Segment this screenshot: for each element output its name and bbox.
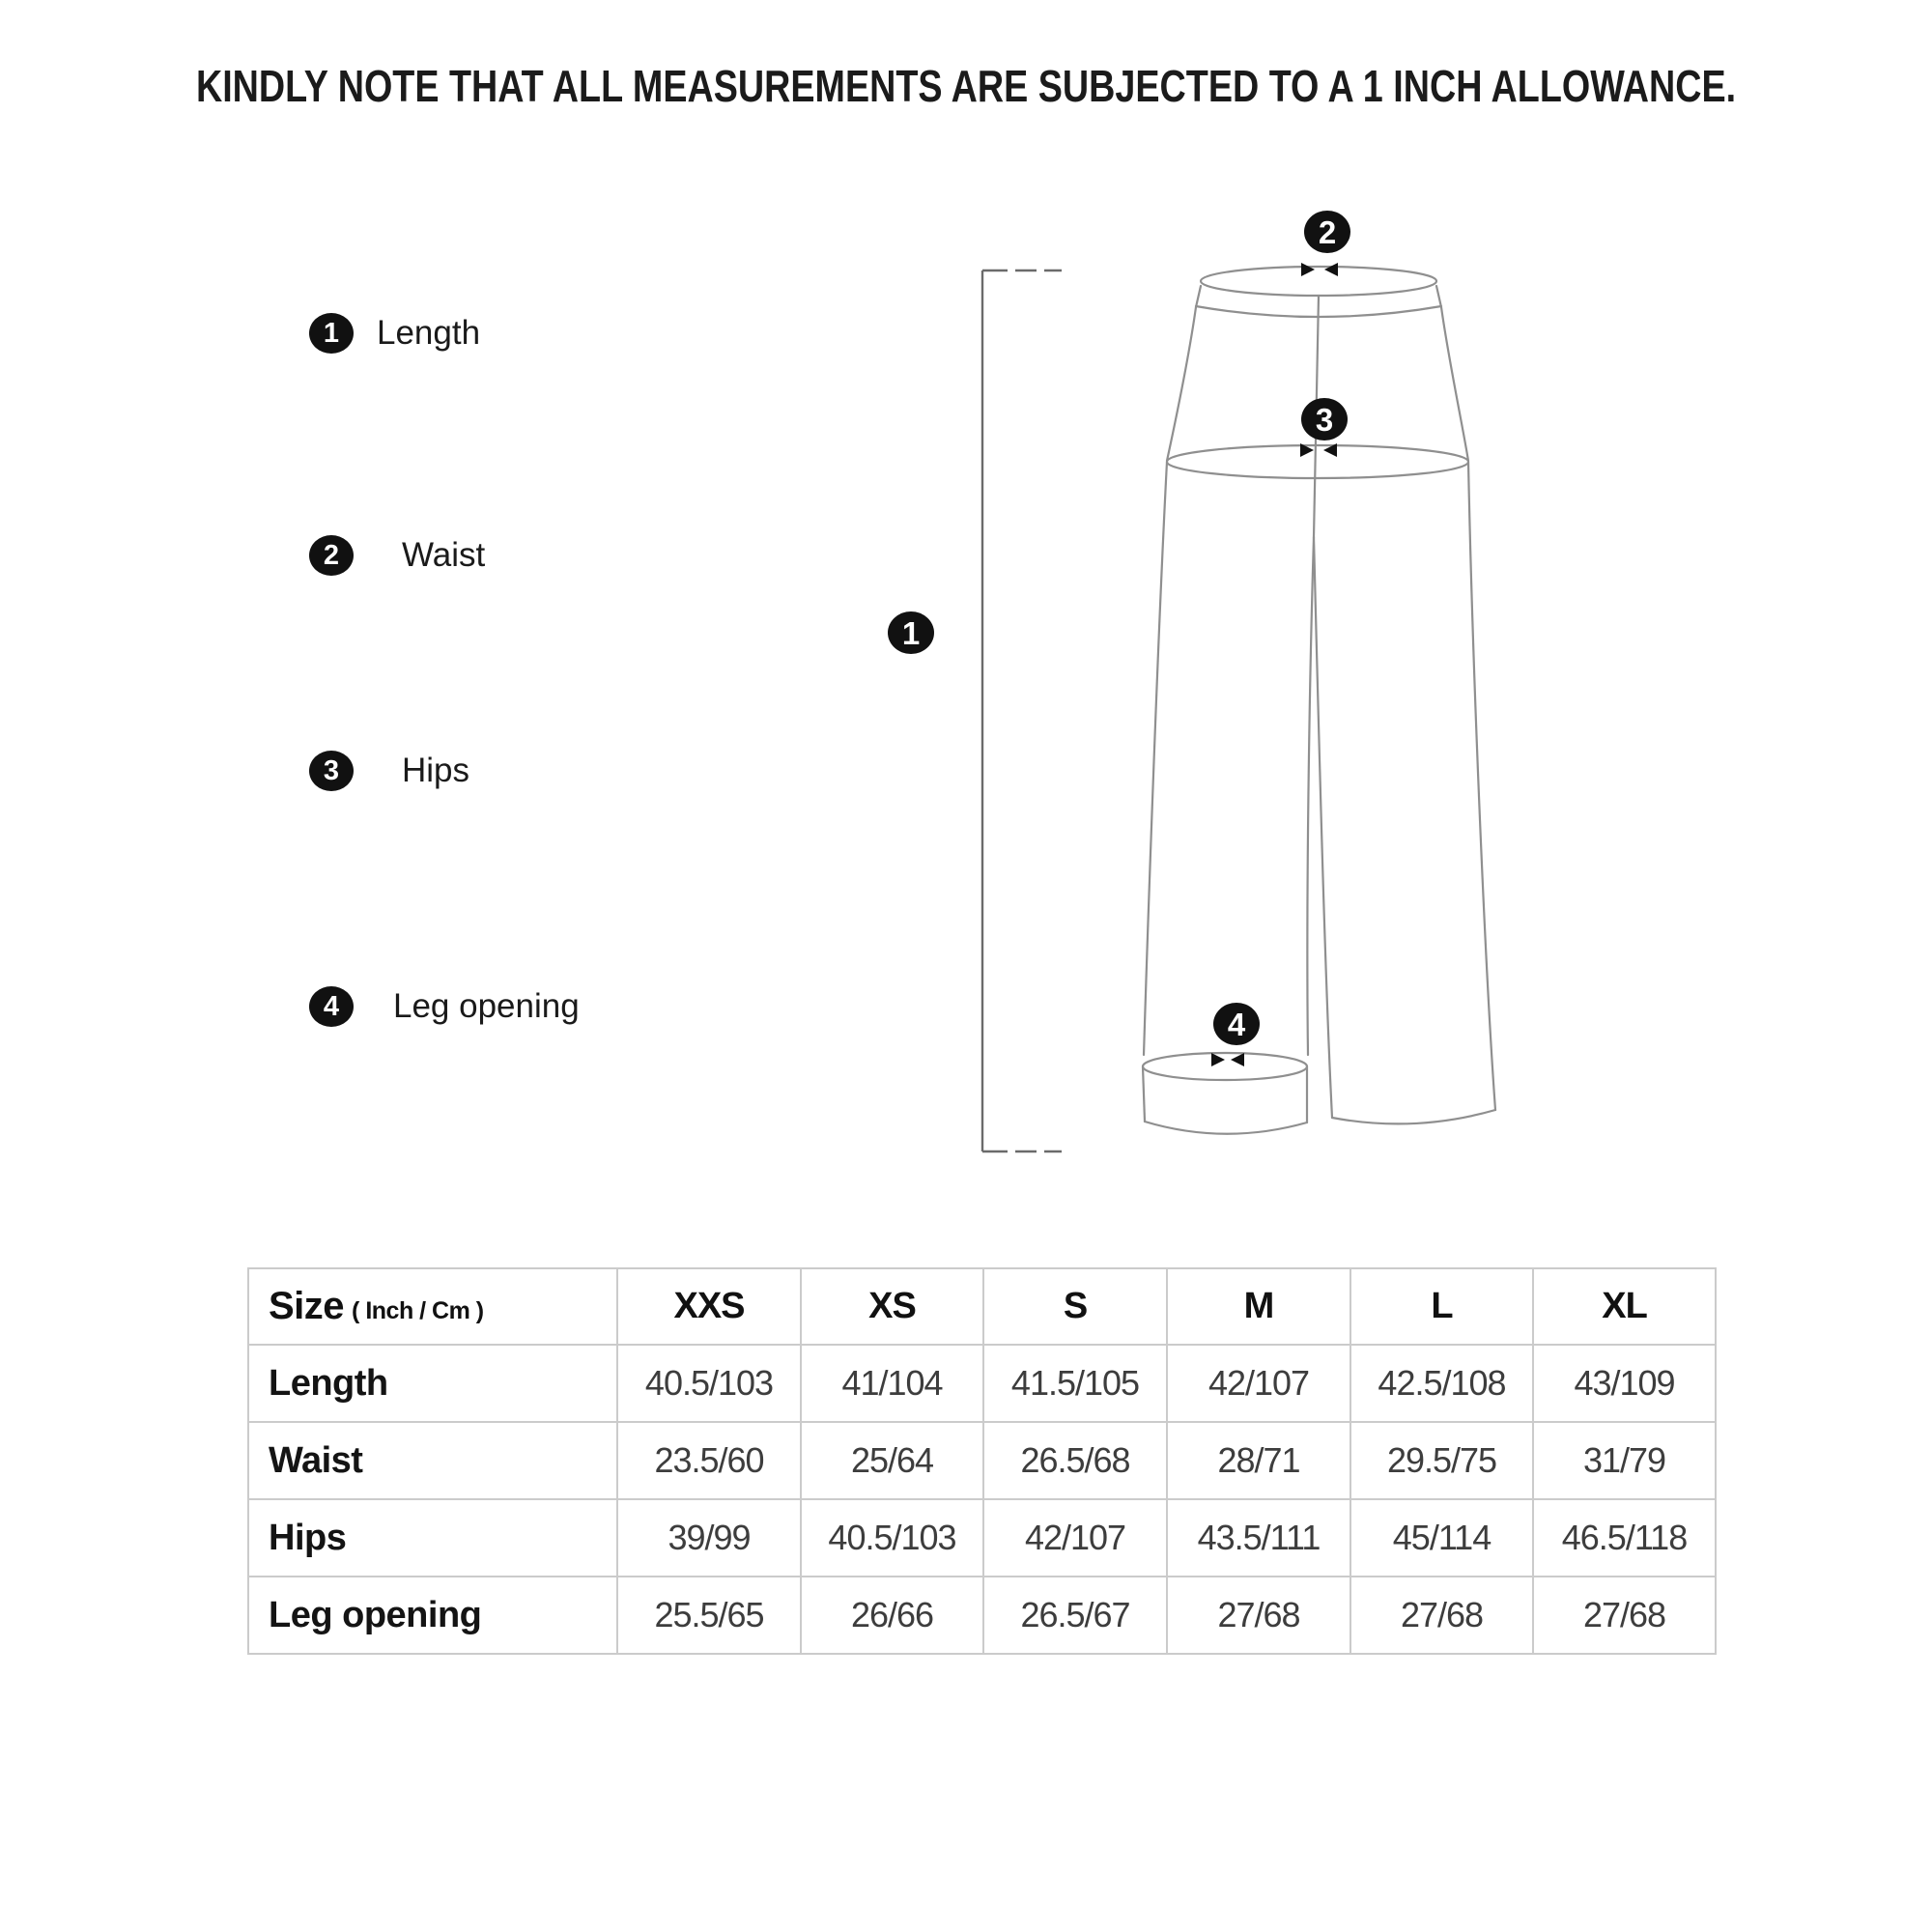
unit-label: ( Inch / Cm ) [352,1297,484,1324]
left-cuff-bottom [1145,1122,1307,1134]
legend-item-hips [309,750,469,792]
value-cell: 40.5/103 [617,1345,801,1422]
col-header-l: L [1350,1268,1533,1345]
size-header-cell [248,1268,617,1345]
value-cell: 39/99 [617,1499,801,1577]
value-cell: 25.5/65 [617,1577,801,1654]
value-cell: 43/109 [1533,1345,1716,1422]
legend-item-waist [309,534,485,577]
legend-marker-2: 2 [309,535,354,576]
table-row-leg-opening [248,1577,1716,1654]
value-cell: 42/107 [983,1499,1167,1577]
col-header-s: S [983,1268,1167,1345]
legend-marker-3: 3 [309,751,354,791]
marker-4-num: 4 [1227,1007,1246,1042]
leg-opening-arrows [1211,1053,1244,1066]
legend-label-hips: Hips [402,752,470,789]
value-cell: 42/107 [1167,1345,1350,1422]
value-cell: 29.5/75 [1350,1422,1533,1499]
value-cell: 31/79 [1533,1422,1716,1499]
table-row-hips [248,1499,1716,1577]
waist-arrows [1301,263,1338,276]
marker-1 [888,611,934,654]
size-label: Size [269,1285,345,1327]
value-cell: 27/68 [1350,1577,1533,1654]
marker-4 [1213,1003,1260,1045]
left-outer-seam [1144,462,1167,1055]
pants-outline [1143,267,1495,1134]
legend-label-length: Length [377,314,481,352]
table-row-waist [248,1422,1716,1499]
right-hem [1332,1110,1495,1123]
value-cell: 23.5/60 [617,1422,801,1499]
value-cell: 46.5/118 [1533,1499,1716,1577]
col-header-xs: XS [801,1268,983,1345]
legend-item-length [309,312,480,355]
legend-marker-4: 4 [309,986,354,1027]
marker-2-num: 2 [1318,214,1337,250]
legend-label-waist: Waist [402,536,486,574]
value-cell: 43.5/111 [1167,1499,1350,1577]
allowance-note-text: KINDLY NOTE THAT ALL MEASUREMENTS ARE SUBJECTED TO A 1 INCH ALLOWANCE. [195,61,1737,111]
value-cell: 40.5/103 [801,1499,983,1577]
value-cell: 28/71 [1167,1422,1350,1499]
leg-opening-line [1143,1053,1307,1080]
allowance-note [0,60,1932,112]
value-cell: 26.5/68 [983,1422,1167,1499]
table-row-length [248,1345,1716,1422]
hip-line [1167,445,1468,478]
waist-opening [1201,267,1436,296]
right-outer-seam [1468,462,1495,1110]
right-side-seam [1441,307,1468,461]
value-cell: 42.5/108 [1350,1345,1533,1422]
marker-1-num: 1 [901,615,921,651]
value-cell: 26.5/67 [983,1577,1167,1654]
table-header-row [248,1268,1716,1345]
left-side-seam [1167,307,1196,461]
marker-3 [1301,398,1348,440]
pants-measurement-diagram [850,174,1546,1217]
value-cell: 41/104 [801,1345,983,1422]
value-cell: 26/66 [801,1577,983,1654]
row-label-length: Length [248,1345,617,1422]
right-inner-seam [1314,537,1332,1118]
col-header-xl: XL [1533,1268,1716,1345]
value-cell: 27/68 [1533,1577,1716,1654]
size-table [247,1267,1717,1655]
legend-label-leg-opening: Leg opening [393,987,580,1025]
value-cell: 45/114 [1350,1499,1533,1577]
left-inner-seam [1307,537,1314,1055]
col-header-m: M [1167,1268,1350,1345]
value-cell: 41.5/105 [983,1345,1167,1422]
row-label-waist: Waist [248,1422,617,1499]
length-bracket [982,270,1063,1151]
marker-3-num: 3 [1315,402,1334,438]
value-cell: 25/64 [801,1422,983,1499]
legend-item-leg-opening [309,985,580,1028]
col-header-xxs: XXS [617,1268,801,1345]
legend-marker-1: 1 [309,313,354,354]
value-cell: 27/68 [1167,1577,1350,1654]
row-label-leg-opening: Leg opening [248,1577,617,1654]
row-label-hips: Hips [248,1499,617,1577]
marker-2 [1304,211,1350,253]
